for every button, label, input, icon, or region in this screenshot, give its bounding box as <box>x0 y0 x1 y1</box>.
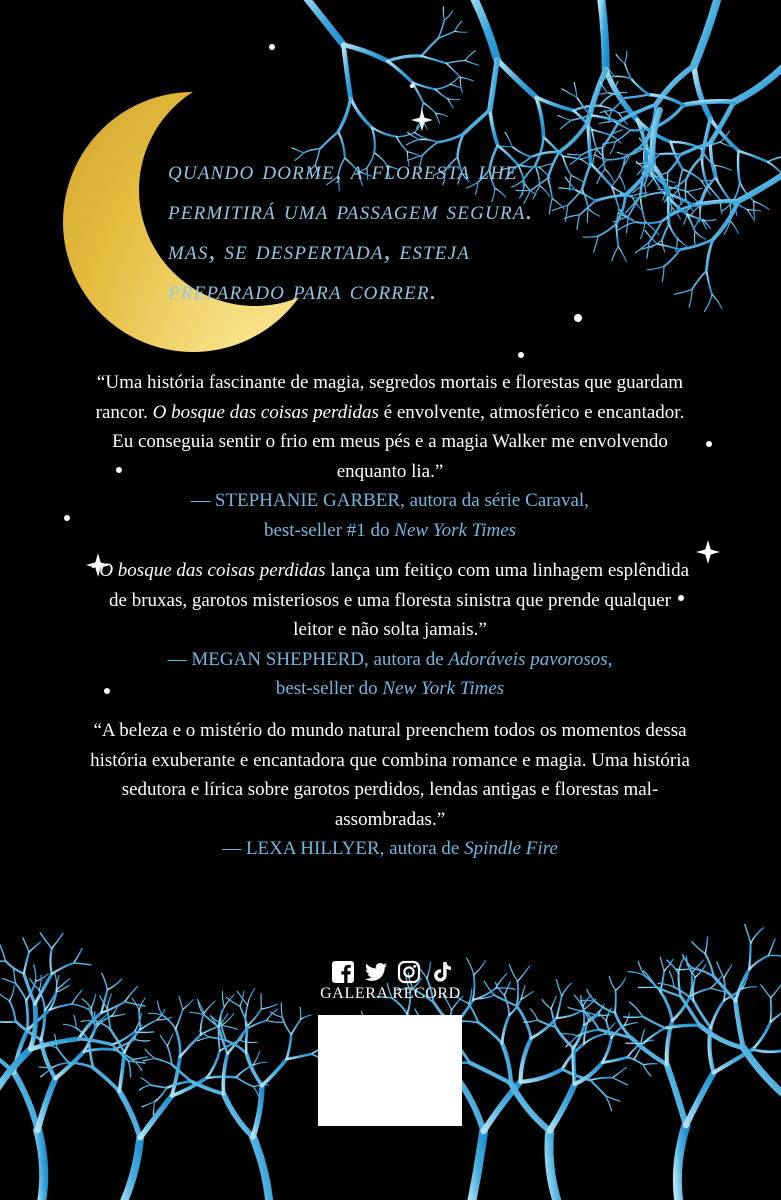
quote-segment: é envolvente, atmosférico e encantador. Eu conseguia sentir o frio em meus pés e a magia Walker me envolvendo enquanto lia.” <box>112 401 685 482</box>
newspaper-title: New York Times <box>394 519 517 541</box>
tagline-line: quando dorme, a floresta lhe <box>168 155 518 185</box>
social-icons <box>326 958 458 986</box>
attribution-line <box>90 516 690 546</box>
attribution-line <box>90 674 690 704</box>
quote-text <box>90 556 690 645</box>
review-quote-2 <box>90 556 690 704</box>
quote-attribution <box>90 645 690 704</box>
publisher-name: GALERA RECORD <box>320 985 461 1002</box>
twitter-icon[interactable] <box>364 960 388 984</box>
attribution-segment: — LEXA HILLYER, autora de <box>222 838 465 859</box>
instagram-icon[interactable] <box>397 960 421 984</box>
tagline <box>168 150 648 310</box>
tagline-line: permitirá uma passagem segura. <box>168 195 534 225</box>
quote-segment: “Uma história fascinante de magia, segredos mortais e florestas que guardam rancor. <box>95 372 684 423</box>
review-quote-3 <box>90 716 690 864</box>
star-dot <box>706 441 712 447</box>
quote-segment: lança um feitiço com uma linhagem esplêndida de bruxas, garotos misteriosos e uma floresta sinistra que prende qualquer leitor e não solta jamais.” <box>109 560 690 640</box>
tagline-line: preparado para correr. <box>168 275 438 305</box>
book-title: Adoráveis pavorosos, <box>448 648 613 670</box>
review-quote-1 <box>90 368 690 545</box>
quote-segment: “ <box>90 560 100 581</box>
quote-text <box>90 368 690 486</box>
book-title: Spindle Fire <box>464 838 558 859</box>
attribution-line <box>90 645 690 675</box>
star-dot <box>410 84 414 88</box>
newspaper-title: New York Times <box>382 678 505 699</box>
star-dot <box>269 44 275 50</box>
tagline-line: mas, se despertada, esteja <box>168 235 471 265</box>
attribution-segment: — MEGAN SHEPHERD, autora de <box>167 648 449 670</box>
star-dot <box>64 515 70 521</box>
quote-attribution <box>90 834 690 864</box>
book-title: O bosque das coisas perdidas <box>99 560 326 581</box>
star-dot <box>518 352 524 358</box>
attribution-segment: best-seller #1 do <box>263 519 395 541</box>
attribution-segment: best-seller do <box>275 678 383 699</box>
tiktok-icon[interactable] <box>430 960 454 984</box>
barcode-area <box>318 1015 462 1126</box>
book-title: O bosque das coisas perdidas <box>152 401 379 423</box>
star-dot <box>574 314 582 322</box>
quote-attribution <box>90 486 690 545</box>
quote-text: “A beleza e o mistério do mundo natural preenchem todos os momentos dessa história exuberante e encantadora que combina romance e magia. Uma história sedutora e lírica sobre garotos perdidos, lendas antigas e florestas mal-assombradas.” <box>90 720 690 830</box>
attribution-line: — STEPHANIE GARBER, autora da série Caraval, <box>191 490 589 511</box>
facebook-icon[interactable] <box>331 960 355 984</box>
